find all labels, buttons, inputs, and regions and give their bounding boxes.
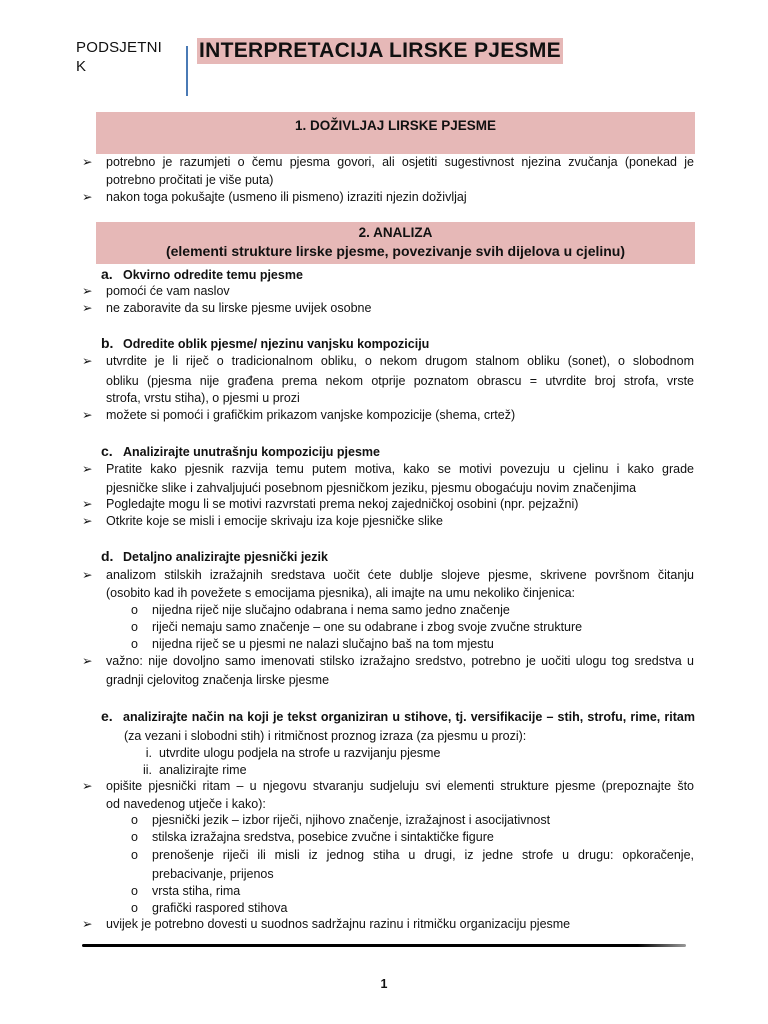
circle-bullet-icon: o [131,620,138,634]
arrow-bullet-icon: ➢ [82,301,93,315]
arrow-bullet-icon: ➢ [82,779,93,793]
d-important-line2: gradnji cjelovitog značenja lirske pjesme [106,673,330,687]
subsection-letter: e. [101,708,113,724]
e-rhythm-line2: od navedenog utječe i kako): [106,797,266,811]
d-important-line1: važno: nije dovoljno samo imenovati stilsko izražajno sredstvo, potrebno je uočiti ulogu tog sredstva u [106,654,694,668]
b-bullet1-line2: obliku (pjesma nije građena prema nekom otprije poznatom obrascu = utvrdite broj strofa, vrste [106,374,694,388]
arrow-bullet-icon: ➢ [82,284,93,298]
page-number: 1 [380,977,388,991]
arrow-bullet-icon: ➢ [82,917,93,931]
subsection-b-heading [101,335,429,353]
e-rhythm-item2: stilska izražajna sredstva, posebice zvučne i sintaktičke figure [152,830,494,844]
section2-title: 2. ANALIZA [358,225,433,240]
circle-bullet-icon: o [131,637,138,651]
subsection-title: Okvirno odredite temu pjesme [123,268,303,282]
section2-subtitle: (elementi strukture lirske pjesme, povezivanje svih dijelova u cjelinu) [165,243,626,259]
subsection-letter: d. [101,548,114,564]
b-bullet2: možete si pomoći i grafičkim prikazom vanjske kompozicije (shema, crtež) [106,408,516,422]
header-label-line1: PODSJETNI [76,39,162,56]
arrow-bullet-icon: ➢ [82,497,93,511]
arrow-bullet-icon: ➢ [82,568,93,582]
circle-bullet-icon: o [131,830,138,844]
c-bullet1-line2: pjesničke slike i zahvaljujući posebnom pjesničkom jeziku, pjesmu obogaćuju novim značenjima [106,481,637,495]
s1-bullet2: nakon toga pokušajte (usmeno ili pismeno) izraziti njezin doživljaj [106,190,467,204]
section2-banner [96,222,695,264]
subsection-title: Odredite oblik pjesme/ njezinu vanjsku kompoziciju [123,337,430,351]
arrow-bullet-icon: ➢ [82,354,93,368]
e-rhythm-item3-line2: prebacivanje, prijenos [152,867,274,881]
c-bullet1-line1: Pratite kako pjesnik razvija temu putem motiva, kako se motivi povezuju u cjelinu i kako grade [106,462,694,476]
c-bullet3: Otkrite koje se misli i emocije skrivaju iza koje pjesničke slike [106,514,443,528]
a-bullet1: pomoći će vam naslov [106,284,230,298]
d-intro-line2: (osobito kad ih povežete s emocijama pjesnika), ali imajte na umu nekoliko činjenica: [106,586,575,600]
d-intro-line1: analizom stilskih izražajnih sredstava uočit ćete dublje slojeve pjesme, skrivene površnom čitanju [106,568,694,582]
subsection-title: analizirajte način na koji je tekst organiziran u stihove, tj. versifikacije – stih, strofu, rime, ritam [123,710,695,724]
d-fact1: nijedna riječ nije slučajno odabrana i nema samo jedno značenje [152,603,510,617]
subsection-a-heading [101,266,303,284]
roman-num: ii. [142,763,152,777]
d-fact2: riječi nemaju samo značenje – one su odabrane i zbog svoje zvučne strukture [152,620,583,634]
subsection-c-heading [101,443,380,461]
b-bullet1-line1: utvrdite je li riječ o tradicionalnom obliku, o nekom drugom stalnom obliku (sonet), o slobodnom [106,354,694,368]
e-rhythm-line1: opišite pjesnički ritam – u njegovu stvaranju sudjeluju svi elementi strukture pjesme (prepoznajte što [106,779,694,793]
circle-bullet-icon: o [131,884,138,898]
arrow-bullet-icon: ➢ [82,155,93,169]
e-roman1: utvrdite ulogu podjela na strofe u razvijanju pjesme [159,746,441,760]
subsection-title: Detaljno analizirajte pjesnički jezik [123,550,328,564]
footer-divider [82,944,686,947]
section1-banner [96,112,695,154]
e-rhythm-item5: grafički raspored stihova [152,901,288,915]
page-title: INTERPRETACIJA LIRSKE PJESME [199,39,561,62]
a-bullet2: ne zaboravite da su lirske pjesme uvijek osobne [106,301,372,315]
e-heading-line2: (za vezani i slobodni stih) i ritmičnost proznog izraza (za pjesmu u prozi): [124,729,527,743]
subsection-letter: c. [101,443,113,459]
arrow-bullet-icon: ➢ [82,654,93,668]
e-final: uvijek je potrebno dovesti u suodnos sadržajnu razinu i ritmičku organizaciju pjesme [106,917,571,931]
circle-bullet-icon: o [131,848,138,862]
header-divider [186,46,188,96]
subsection-e-heading [101,708,695,726]
e-roman2: analizirajte rime [159,763,247,777]
arrow-bullet-icon: ➢ [82,462,93,476]
arrow-bullet-icon: ➢ [82,514,93,528]
subsection-title: Analizirajte unutrašnju kompoziciju pjesme [123,445,380,459]
e-rhythm-item3-line1: prenošenje riječi ili misli iz jednog stiha u drugi, iz jedne strofe u drugu: opkoračenje, [152,848,694,862]
circle-bullet-icon: o [131,813,138,827]
subsection-letter: a. [101,266,113,282]
circle-bullet-icon: o [131,603,138,617]
s1-bullet1-line1: potrebno je razumjeti o čemu pjesma govori, ali osjetiti sugestivnost njezina zvučanja (ponekad je [106,155,694,169]
subsection-letter: b. [101,335,114,351]
arrow-bullet-icon: ➢ [82,408,93,422]
header-label [76,38,176,76]
b-bullet1-line3: strofa, vrstu stiha), o pjesmi u prozi [106,391,300,405]
c-bullet2: Pogledajte mogu li se motivi razvrstati prema nekoj zajedničkoj osobini (npr. pejzažni) [106,497,579,511]
d-fact3: nijedna riječ se u pjesmi ne nalazi slučajno baš na tom mjestu [152,637,494,651]
roman-num: i. [145,746,152,760]
section1-title: 1. DOŽIVLJAJ LIRSKE PJESME [294,118,497,133]
header-label-line2: K [76,58,87,75]
arrow-bullet-icon: ➢ [82,190,93,204]
s1-bullet1-line2: potrebno pročitati je više puta) [106,173,274,187]
e-rhythm-item4: vrsta stiha, rima [152,884,241,898]
subsection-d-heading [101,548,328,566]
e-rhythm-item1: pjesnički jezik – izbor riječi, njihovo značenje, izražajnost i asocijativnost [152,813,551,827]
circle-bullet-icon: o [131,901,138,915]
